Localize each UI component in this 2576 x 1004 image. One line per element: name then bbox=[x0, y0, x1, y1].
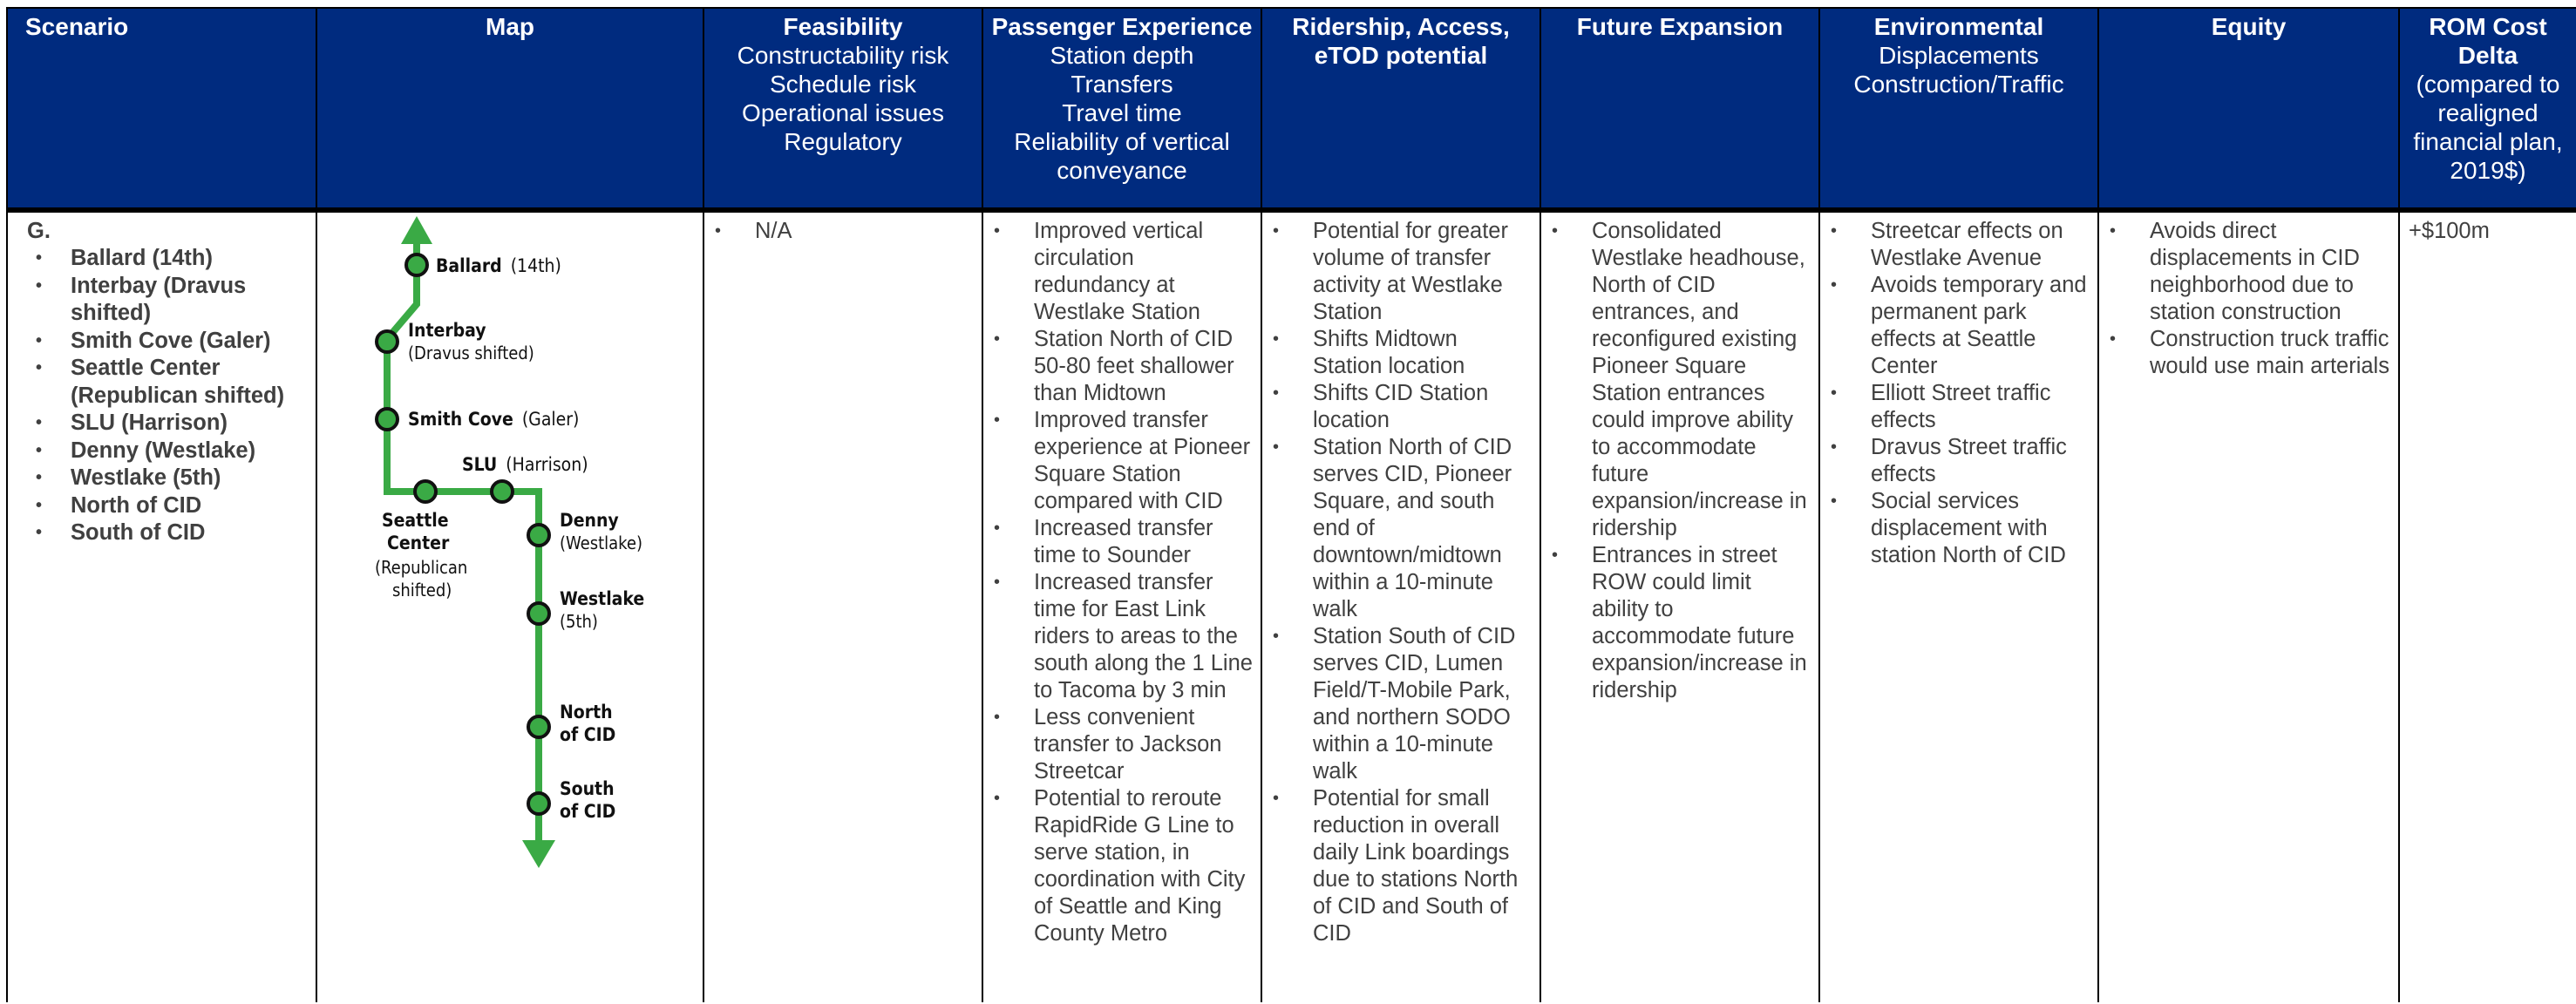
list-item: • Ballard (14th) bbox=[71, 245, 309, 273]
map-label-smith-cove: Smith Cove (Galer) bbox=[408, 409, 580, 430]
map-label-westlake-detail: (5th) bbox=[560, 611, 598, 632]
station-marker bbox=[377, 409, 398, 430]
map-label-interbay-detail: (Dravus shifted) bbox=[408, 343, 534, 363]
equity-cell bbox=[2098, 210, 2399, 1002]
list-item: • N/A bbox=[755, 218, 975, 245]
list-item: • Station North of CID 50-80 feet shallower than Midtown bbox=[1034, 326, 1254, 407]
header-equity: Equity bbox=[2098, 8, 2399, 210]
list-item: • Streetcar effects on Westlake Avenue bbox=[1871, 218, 2090, 272]
list-item: • Less convenient transfer to Jackson Streetcar bbox=[1034, 704, 1254, 785]
list-item: • Increased transfer time for East Link riders to areas to the south along the 1 Line to Tacoma by 3 min bbox=[1034, 569, 1254, 704]
list-item: • Consolidated Westlake headhouse, North of CID entrances, and reconfigured existing Pioneer Square Station entrances could improve ability to accommodate future expansion/increase in ridership bbox=[1592, 218, 1811, 542]
map-cell bbox=[316, 210, 703, 1002]
scenario-station-list bbox=[17, 245, 309, 547]
header-rom-cost: ROM Cost Delta (compared to realigned financial plan, 2019$) bbox=[2399, 8, 2576, 210]
list-item: • Denny (Westlake) bbox=[71, 438, 309, 465]
list-item: • Social services displacement with station North of CID bbox=[1871, 488, 2090, 569]
list-item: • Potential for small reduction in overall daily Link boardings due to stations North of CID and South of CID bbox=[1313, 785, 1533, 947]
station-marker bbox=[406, 254, 427, 275]
list-item: • Avoids direct displacements in CID neighborhood due to station construction bbox=[2150, 218, 2391, 326]
list-item: • Elliott Street traffic effects bbox=[1871, 380, 2090, 434]
station-marker bbox=[492, 481, 513, 502]
scenario-letter: G. bbox=[27, 219, 51, 243]
future-list bbox=[1550, 218, 1811, 704]
map-label-south-cid-1: South bbox=[560, 778, 615, 799]
list-item: • Shifts Midtown Station location bbox=[1313, 326, 1533, 380]
list-item: • Improved vertical circulation redundancy at Westlake Station bbox=[1034, 218, 1254, 326]
list-item: • South of CID bbox=[71, 519, 309, 547]
rom-cost-value: +$100m bbox=[2409, 219, 2490, 243]
list-item: • Increased transfer time to Sounder bbox=[1034, 515, 1254, 569]
map-label-ballard: Ballard (14th) bbox=[436, 255, 561, 276]
station-marker bbox=[528, 793, 549, 814]
header-environmental: Environmental Displacements Construction/Traffic bbox=[1819, 8, 2098, 210]
map-label-westlake: Westlake bbox=[560, 588, 645, 609]
list-item: • Seattle Center (Republican shifted) bbox=[71, 355, 309, 410]
list-item: • Smith Cove (Galer) bbox=[71, 328, 309, 356]
header-map: Map bbox=[316, 8, 703, 210]
header-ridership: Ridership, Access, eTOD potential bbox=[1261, 8, 1540, 210]
feasibility-list bbox=[713, 218, 975, 245]
ridership-cell bbox=[1261, 210, 1540, 1002]
header-passenger-experience: Passenger Experience Station depth Transfers Travel time Reliability of vertical conveyance bbox=[982, 8, 1261, 210]
list-item: • North of CID bbox=[71, 492, 309, 520]
map-label-north-cid-2: of CID bbox=[560, 724, 616, 745]
ridership-list bbox=[1271, 218, 1533, 947]
environmental-cell bbox=[1819, 210, 2098, 1002]
list-item: • Avoids temporary and permanent park effects at Seattle Center bbox=[1871, 272, 2090, 380]
map-label-north-cid-1: North bbox=[560, 702, 613, 722]
future-expansion-cell bbox=[1540, 210, 1819, 1002]
environmental-list bbox=[1829, 218, 2090, 569]
map-label-denny-detail: (Westlake) bbox=[560, 533, 642, 553]
equity-list bbox=[2108, 218, 2391, 380]
map-label-interbay: Interbay bbox=[408, 320, 486, 341]
list-item: • Dravus Street traffic effects bbox=[1871, 434, 2090, 488]
list-item: • Construction truck traffic would use main arterials bbox=[2150, 326, 2391, 380]
station-marker bbox=[528, 525, 549, 546]
station-marker bbox=[528, 603, 549, 624]
scenario-cell bbox=[7, 210, 316, 1002]
arrow-down-icon bbox=[522, 840, 555, 868]
passenger-experience-cell bbox=[982, 210, 1261, 1002]
list-item: • Station North of CID serves CID, Pioneer Square, and south end of downtown/midtown within a 10-minute walk bbox=[1313, 434, 1533, 623]
map-label-seattle-center-2: Center bbox=[387, 533, 450, 553]
list-item: • SLU (Harrison) bbox=[71, 410, 309, 438]
header-feasibility: Feasibility Constructability risk Schedule risk Operational issues Regulatory bbox=[703, 8, 982, 210]
comparison-table bbox=[6, 7, 2576, 1002]
header-future-expansion: Future Expansion bbox=[1540, 8, 1819, 210]
passenger-list bbox=[992, 218, 1254, 947]
list-item: • Entrances in street ROW could limit ability to accommodate future expansion/increase in ridership bbox=[1592, 542, 1811, 704]
map-label-denny: Denny bbox=[560, 510, 619, 531]
list-item: • Potential to reroute RapidRide G Line to serve station, in coordination with City of Seattle and King County Metro bbox=[1034, 785, 1254, 947]
list-item: • Potential for greater volume of transfer activity at Westlake Station bbox=[1313, 218, 1533, 326]
map-label-seattle-center-3: (Republican bbox=[375, 557, 468, 578]
map-label-south-cid-2: of CID bbox=[560, 801, 616, 822]
scenario-row bbox=[7, 210, 2576, 1002]
list-item: • Improved transfer experience at Pioneer Square Station compared with CID bbox=[1034, 407, 1254, 515]
header-scenario: Scenario bbox=[7, 8, 316, 210]
route-map bbox=[317, 213, 704, 997]
station-marker bbox=[377, 331, 398, 352]
header-row bbox=[7, 8, 2576, 210]
list-item: • Shifts CID Station location bbox=[1313, 380, 1533, 434]
list-item: • Westlake (5th) bbox=[71, 465, 309, 492]
map-label-seattle-center-4: shifted) bbox=[392, 580, 452, 600]
arrow-up-icon bbox=[401, 216, 432, 244]
station-marker bbox=[415, 481, 436, 502]
station-marker bbox=[528, 716, 549, 737]
map-label-seattle-center-1: Seattle bbox=[382, 510, 449, 531]
map-label-slu: SLU (Harrison) bbox=[462, 454, 588, 475]
rom-cost-cell bbox=[2399, 210, 2576, 1002]
list-item: • Interbay (Dravus shifted) bbox=[71, 273, 309, 328]
list-item: • Station South of CID serves CID, Lumen Field/T-Mobile Park, and northern SODO within a 10-minute walk bbox=[1313, 623, 1533, 785]
feasibility-cell bbox=[703, 210, 982, 1002]
